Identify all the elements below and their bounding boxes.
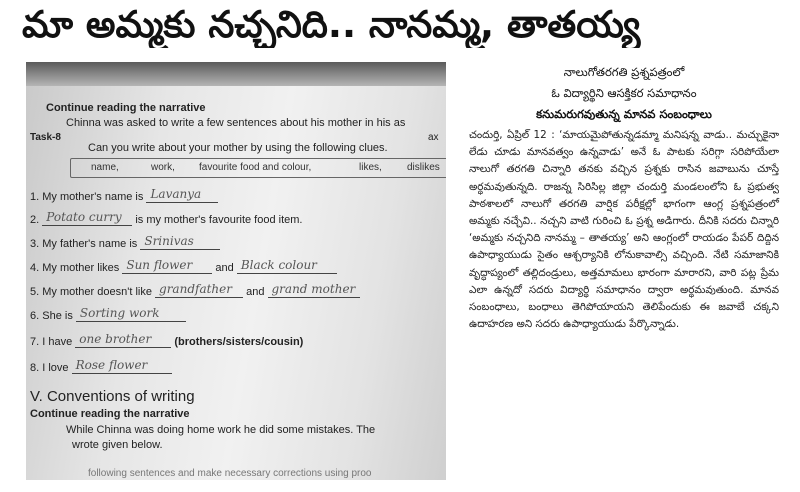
list-item (30, 212, 446, 226)
article-subheading: నాలుగోతరగతి ప్రశ్నపత్రంలో (563, 65, 685, 79)
article-subheading: ఓ విద్యార్థిని ఆసక్తికర సమాధానం (551, 86, 697, 100)
item-number: 6. (30, 310, 40, 322)
answer-blank (155, 284, 243, 298)
item-number: 7. (30, 336, 40, 348)
answer-blank (42, 212, 132, 226)
list-item (30, 284, 446, 298)
clue-food-colour: favourite food and colour, (199, 162, 312, 173)
clue-box (70, 158, 446, 178)
handwritten-answer: Lavanya (150, 187, 202, 201)
headline: మా అమ్మకు నచ్చనిది.. నానమ్మ, తాతయ్య (22, 3, 641, 46)
list-item (30, 308, 446, 322)
worksheet-photo (26, 62, 446, 480)
task-right: ax (428, 132, 439, 143)
clue-likes: likes, (359, 162, 382, 173)
task-label: Task-8 (30, 132, 61, 143)
handwritten-answer: Sorting work (79, 306, 160, 320)
handwritten-answer: Sun flower (126, 258, 193, 272)
item-number: 8. (30, 362, 40, 374)
list-item (30, 189, 446, 203)
item-number: 1. (30, 191, 40, 203)
article-kicker: కనుమరుగవుతున్న మానవ సంబంధాలు (536, 107, 712, 121)
list-item (30, 260, 446, 274)
item-prompt: I love (42, 362, 69, 374)
handwritten-answer: Srinivas (144, 234, 194, 248)
answer-blank (146, 189, 218, 203)
handwritten-answer: Potato curry (46, 210, 122, 224)
section-v-line: wrote given below. (72, 439, 163, 451)
article-body: చందుర్తి, ఏప్రిల్ 12 : ‘మాయమైపోతున్నడమ్మా మనిషన్న వాడు.. మచ్చుకైనా లేడు చూడు మానవత్వం ఉన్నవాడు’ అనే ఓ పాటకు సరిగ్గా సరిపోయేలా నాలుగో తరగతి చిన్నారి తనకు వచ్చిన ప్రశ్నకు రాసిన జవాబును చూస్తే అర్థమవుతున్నది. రాజన్న సిరిసిల్ల జిల్లా చందుర్తి మండలంలోని ఓ ప్రభుత్వ పాఠశాలలో నాలుగో తరగతి వార్షిక పరీక్షల్లో భాగంగా ఆంగ్ల ప్రశ్నపత్రంలో అమ్మకు నచ్చేవి.. నచ్చని వాటి గురించి ఓ ప్రశ్న అడిగారు. దీనికి సదరు చిన్నారి ‘అమ్మకు నచ్చనిది నానమ్మ – తాతయ్య’ అని ఆంగ్లంలో రాయడం పేపర్ దిద్దిన ఉపాధ్యాయుడు సైతం ఆశ్చర్యానికి లోనుకావాల్సి వచ్చింది. నేటి సమాజానికి వృద్ధాప్యంలో తల్లిదండ్రులు, అత్తమామలు భారంగా మారారని, వారి పట్ల ప్రేమ ఎలా ఉన్నదో సదరు విద్యార్థి సమాధానం ద్వారా అర్థమవుతుంది. మానవ సంబంధాలు, బంధాలు తెగిపోయాయని తెలిపేందుకు ఈ జవాబే చక్కని ఉదాహరణ అని సదరు ఉపాధ్యాయుడు పేర్కొన్నాడు. (469, 129, 779, 331)
item-prompt: My father's name is (42, 238, 138, 250)
clue-work: work, (151, 162, 175, 173)
item-prompt: I have (42, 336, 73, 348)
item-hint: (brothers/sisters/cousin) (174, 336, 304, 348)
item-connector: and (246, 286, 265, 298)
handwritten-answer: Rose flower (75, 358, 148, 372)
worksheet-intro: Chinna was asked to write a few sentences about his mother in his as (66, 117, 406, 129)
item-connector: and (215, 262, 234, 274)
item-prompt: My mother likes (42, 262, 120, 274)
answer-blank (122, 260, 212, 274)
answer-blank (237, 260, 337, 274)
list-item (30, 360, 446, 374)
item-prompt: My mother's name is (42, 191, 144, 203)
item-number: 5. (30, 286, 40, 298)
handwritten-answer: grandfather (159, 282, 232, 296)
handwritten-answer: one brother (79, 332, 152, 346)
answer-blank (268, 284, 360, 298)
section-v-line: following sentences and make necessary corrections using proo (88, 468, 372, 479)
item-prompt: My mother doesn't like (42, 286, 152, 298)
photo-shadow (26, 62, 446, 86)
answer-blank (76, 308, 186, 322)
worksheet-section-title: Continue reading the narrative (46, 102, 206, 114)
list-item (30, 334, 446, 348)
section-v-title: V. Conventions of writing (30, 388, 195, 405)
answer-blank (72, 360, 172, 374)
item-number: 2. (30, 214, 40, 226)
item-number: 4. (30, 262, 40, 274)
item-prompt: She is (42, 310, 73, 322)
list-item (30, 236, 446, 250)
answer-blank (140, 236, 220, 250)
clue-dislikes: dislikes (407, 162, 440, 173)
item-number: 3. (30, 238, 40, 250)
article-column (469, 62, 779, 333)
section-v-subtitle: Continue reading the narrative (30, 408, 190, 420)
item-prompt: is my mother's favourite food item. (135, 214, 303, 226)
answer-blank (75, 334, 171, 348)
handwritten-answer: grand mother (271, 282, 356, 296)
task-question: Can you write about your mother by using the following clues. (88, 142, 388, 154)
handwritten-answer: Black colour (240, 258, 317, 272)
section-v-line: While Chinna was doing home work he did some mistakes. The (66, 424, 376, 436)
clue-name: name, (91, 162, 119, 173)
